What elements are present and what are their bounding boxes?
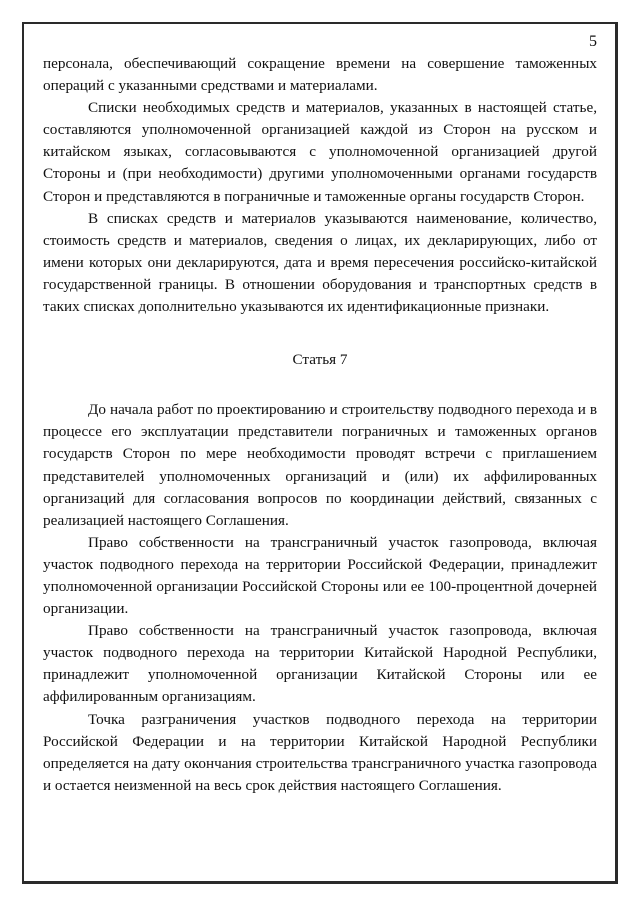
document-body <box>43 53 597 797</box>
paragraph: Право собственности на трансграничный участок газопровода, включая участок подводного перехода на территории Китайской Народной Республики, принадлежит уполномоченной организации Китайской Стороны или ее аффилированным организациям. <box>43 622 597 706</box>
page-number: 5 <box>589 33 597 50</box>
paragraph: До начала работ по проектированию и строительству подводного перехода и в процессе его эксплуатации представители пограничных и таможенных органов государств Сторон по мере необходимости проводят встречи с приглашением представителей уполномоченных организаций и (или) их аффилированных организаций для согласования вопросов по координации действий, связанных с реализацией настоящего Соглашения. <box>43 401 597 529</box>
article-heading: Статья 7 <box>292 351 348 369</box>
paragraph: персонала, обеспечивающий сокращение времени на совершение таможенных операций с указанными средствами и материалами. <box>43 55 597 95</box>
paragraph: В списках средств и материалов указываются наименование, количество, стоимость средств и материалов, сведения о лицах, их декларирующих, либо от имени которых они декларируются, дата и время пересечения российско-китайской государственной границы. В отношении оборудования и транспортных средств в таких списках дополнительно указываются их идентификационные признаки. <box>43 209 597 316</box>
paragraph: Списки необходимых средств и материалов, указанных в настоящей статье, составляются уполномоченной организацией каждой из Сторон на русском и китайском языках, согласовываются с уполномоченной организацией другой Стороны и (при необходимости) другими уполномоченными органами государств Сторон и представляются в пограничные и таможенные органы государств Сторон. <box>43 99 597 205</box>
paragraph: Право собственности на трансграничный участок газопровода, включая участок подводного перехода на территории Российской Федерации, принадлежит уполномоченной организации Российской Стороны или ее 100-процентной дочерней организации. <box>43 533 597 618</box>
paragraph: Точка разграничения участков подводного перехода на территории Российской Федерации и на территории Китайской Народной Республики определяется на дату окончания строительства трансграничного участка газопровода и остается неизменной на весь срок действия настоящего Соглашения. <box>43 710 597 794</box>
